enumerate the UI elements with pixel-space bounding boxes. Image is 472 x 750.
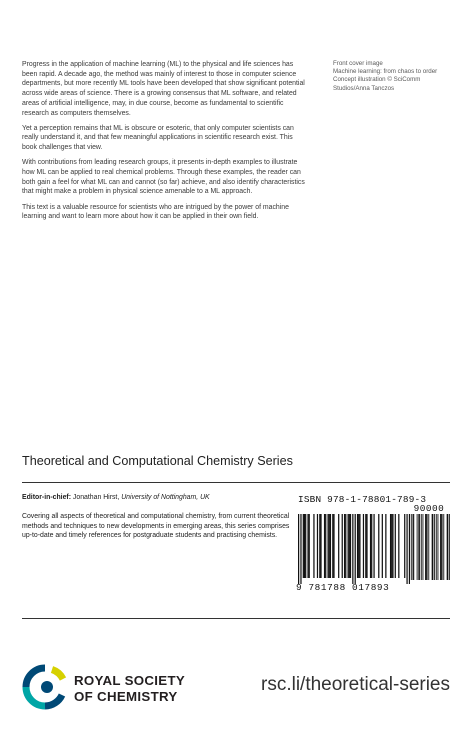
barcode-bar [350,514,351,578]
rsc-logo-text [74,673,185,704]
barcode-bar [317,514,318,578]
rsc-logo-icon [22,664,68,710]
editor-in-chief [22,493,302,503]
series-description: Covering all aspects of theoretical and computational chemistry, from current theoretical methods and techniques to new developments in emerging areas, this series comprises up-to-date and timely references for postgraduate students and practising chemists. [22,513,290,540]
addon-barcode-bars [410,514,450,580]
logo-line-1: ROYAL SOCIETY [74,673,186,688]
editor-affiliation: University of Nottingham, UK [121,494,210,501]
barcode-bar [303,514,304,578]
barcode-bar [373,514,374,578]
barcode-bar [352,514,353,584]
barcode-digits: 9 781788 017893 [296,582,390,593]
addon-bar [434,514,435,580]
addon-bar [448,514,449,580]
addon-bar [421,514,422,580]
back-cover-blurb [22,60,308,228]
barcode-bars [298,514,410,584]
barcode-bar [348,514,349,578]
barcode-bar [324,514,325,578]
barcode-bar [391,514,392,578]
barcode-bar [365,514,366,578]
addon-bar [440,514,441,580]
barcode-bar [392,514,393,578]
blurb-paragraph: Progress in the application of machine learning (ML) to the physical and life sciences has been rapid. A decade ago, the method was mainly of interest to those in computer science departments, but more recently ML tools have been developed that show significant potential across wide areas of science. There is a growing consensus that ML software, and related areas of artificial intelligence, may, in due course, become as fundamental to scientific research as computers themselves. [22,61,305,117]
addon-bar [423,514,424,580]
barcode-bar [304,514,305,578]
barcode-bar [398,514,399,578]
addon-bar [428,514,429,580]
blurb-paragraph: With contributions from leading research groups, it presents in-depth examples to illustrate how ML can be applied to real chemical problems. Through these examples, the reader can both gain a feel for what ML can and cannot (so far) achieve, and also identify characteristics that might make a problem in physical science amenable to a ML approach. [22,159,305,196]
barcode-bar [313,514,314,578]
addon-bar [419,514,420,580]
addon-bar [449,514,450,580]
barcode-bar [330,514,331,578]
addon-bar [432,514,433,580]
divider-top [22,482,450,483]
blurb-paragraph: Yet a perception remains that ML is obscure or esoteric, that only computer scientists can really understand it, and that few meaningful applications in scientific research exist. This book challenges that view. [22,124,294,152]
barcode-bar [378,514,379,578]
rsc-logo [22,664,222,712]
addon-bar [413,514,414,580]
barcode-bar [366,514,367,578]
addon-number: 90000 [413,503,445,514]
series-title: Theoretical and Computational Chemistry Series [22,454,293,468]
addon-bar [438,514,439,580]
credits-heading: Front cover image [333,60,383,67]
barcode-bar [327,514,328,578]
barcode-bar [345,514,346,578]
blurb-paragraph: This text is a valuable resource for scientists who are intrigued by the power of machine learning and want to learn more about how it can be applied in their own field. [22,203,289,221]
addon-bar [426,514,427,580]
credits-title: Machine learning: from chaos to order [333,68,438,76]
addon-bar [427,514,428,580]
barcode-bar [382,514,383,578]
barcode-bar [370,514,371,578]
barcode-bar [298,514,299,584]
barcode-bar [342,514,343,578]
addon-bar [447,514,448,580]
isbn-barcode [296,494,451,599]
barcode-bar [325,514,326,578]
barcode-bar [320,514,321,578]
cover-image-credits [333,60,453,93]
barcode-bar [390,514,391,578]
addon-bar [411,514,412,580]
barcode-bar [305,514,306,578]
addon-bar [413,514,414,580]
barcode-bar [344,514,345,578]
addon-bar [441,514,442,580]
barcode-bar [309,514,310,578]
barcode-bar [349,514,350,578]
barcode-bar [385,514,386,578]
barcode-bar [319,514,320,578]
addon-bar [425,514,426,580]
credits-illustration: Concept illustration © SciComm Studios/Anna Tanczos [333,76,421,92]
barcode-bar [332,514,333,578]
editor-label: Editor-in-chief: [22,494,71,501]
divider-bottom [22,618,450,619]
isbn-text: ISBN 978-1-78801-789-3 [298,494,427,505]
addon-bar [417,514,418,580]
barcode-bar [371,514,372,578]
addon-bar [442,514,443,580]
addon-bar [443,514,444,580]
addon-bar [418,514,419,580]
barcode-bar [395,514,396,578]
editor-name: Jonathan Hirst, [72,494,120,501]
barcode-bar [333,514,334,578]
barcode-bar [329,514,330,578]
barcode-bar [359,514,360,578]
barcode-bar [404,514,405,578]
series-url[interactable]: rsc.li/theoretical-series [261,674,450,695]
addon-bar [433,514,434,580]
barcode-bar [357,514,358,578]
barcode-bar [300,514,301,584]
addon-bar [436,514,437,580]
barcode-bar [358,514,359,578]
barcode-bar [338,514,339,578]
logo-line-2: OF CHEMISTRY [74,688,178,704]
barcode-bar [406,514,407,584]
barcode-bar [307,514,308,578]
barcode-bar [363,514,364,578]
barcode-bar [355,514,356,584]
